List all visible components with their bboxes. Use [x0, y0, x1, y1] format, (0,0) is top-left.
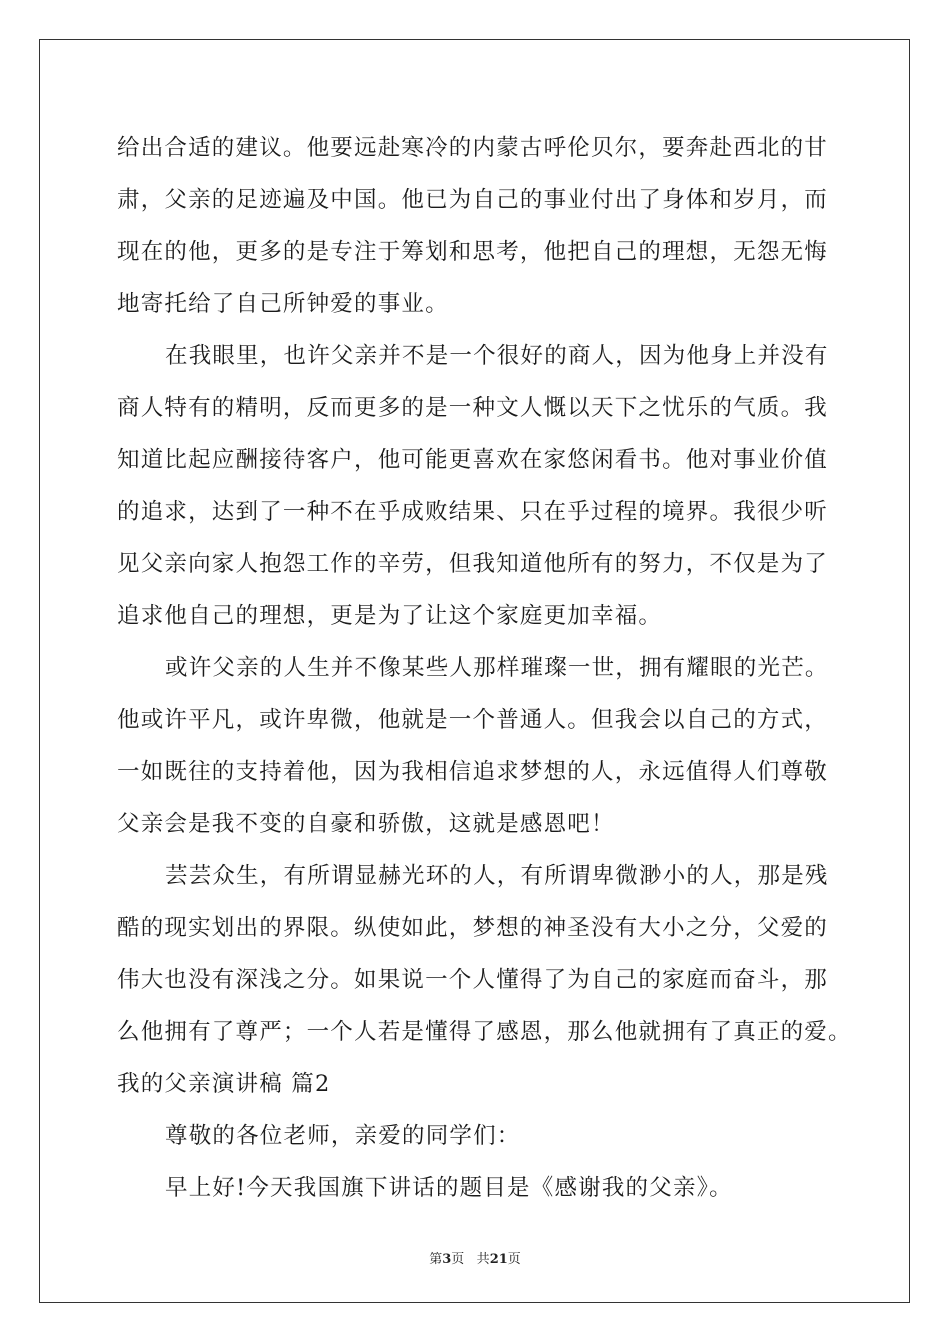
text-line: 商人特有的精明，反而更多的是一种文人慨以天下之忧乐的气质。我: [117, 395, 829, 421]
document-body: [117, 122, 852, 1214]
text-line: 现在的他，更多的是专注于筹划和思考，他把自己的理想，无怨无悔: [117, 239, 829, 265]
text-line: 地寄托给了自己所钟爱的事业。: [117, 291, 449, 317]
salutation-line: 尊敬的各位老师，亲爱的同学们：: [165, 1123, 521, 1149]
text-line: 么他拥有了尊严；一个人若是懂得了感恩，那么他就拥有了真正的爱。: [117, 1019, 852, 1045]
page-suffix: 页: [451, 1252, 465, 1267]
page-prefix: 第: [429, 1252, 443, 1267]
text-line: 伟大也没有深浅之分。如果说一个人懂得了为自己的家庭而奋斗，那: [117, 967, 829, 993]
text-line: 知道比起应酬接待客户，他可能更喜欢在家悠闲看书。他对事业价值: [117, 447, 829, 473]
text-line: 父亲会是我不变的自豪和骄傲，这就是感恩吧！: [117, 811, 615, 837]
paragraph-start-line: 早上好!今天我国旗下讲话的题目是《感谢我的父亲》。: [165, 1175, 733, 1201]
text-line: 酷的现实划出的界限。纵使如此，梦想的神圣没有大小之分，父爱的: [117, 915, 829, 941]
text-line: 他或许平凡，或许卑微，他就是一个普通人。但我会以自己的方式，: [117, 707, 829, 733]
paragraph-start-line: 芸芸众生，有所谓显赫光环的人，有所谓卑微渺小的人，那是残: [165, 863, 829, 889]
paragraph-start-line: 在我眼里，也许父亲并不是一个很好的商人，因为他身上并没有: [165, 343, 829, 369]
total-suffix: 页: [507, 1252, 521, 1267]
section-heading: 我的父亲演讲稿 篇2: [117, 1071, 331, 1097]
text-line: 给出合适的建议。他要远赴寒冷的内蒙古呼伦贝尔，要奔赴西北的甘: [117, 135, 829, 161]
text-line: 的追求，达到了一种不在乎成败结果、只在乎过程的境界。我很少听: [117, 499, 829, 525]
text-line: 一如既往的支持着他，因为我相信追求梦想的人，永远值得人们尊敬: [117, 759, 829, 785]
text-line: 追求他自己的理想，更是为了让这个家庭更加幸福。: [117, 603, 663, 629]
page-footer: [0, 1248, 950, 1267]
page-number: 3: [442, 1252, 452, 1267]
text-line: 肃，父亲的足迹遍及中国。他已为自己的事业付出了身体和岁月，而: [117, 187, 829, 213]
total-pages: 21: [489, 1252, 508, 1267]
total-prefix: 共: [476, 1252, 490, 1267]
text-line: 见父亲向家人抱怨工作的辛劳，但我知道他所有的努力，不仅是为了: [117, 551, 829, 577]
paragraph-start-line: 或许父亲的人生并不像某些人那样璀璨一世，拥有耀眼的光芒。: [165, 655, 829, 681]
